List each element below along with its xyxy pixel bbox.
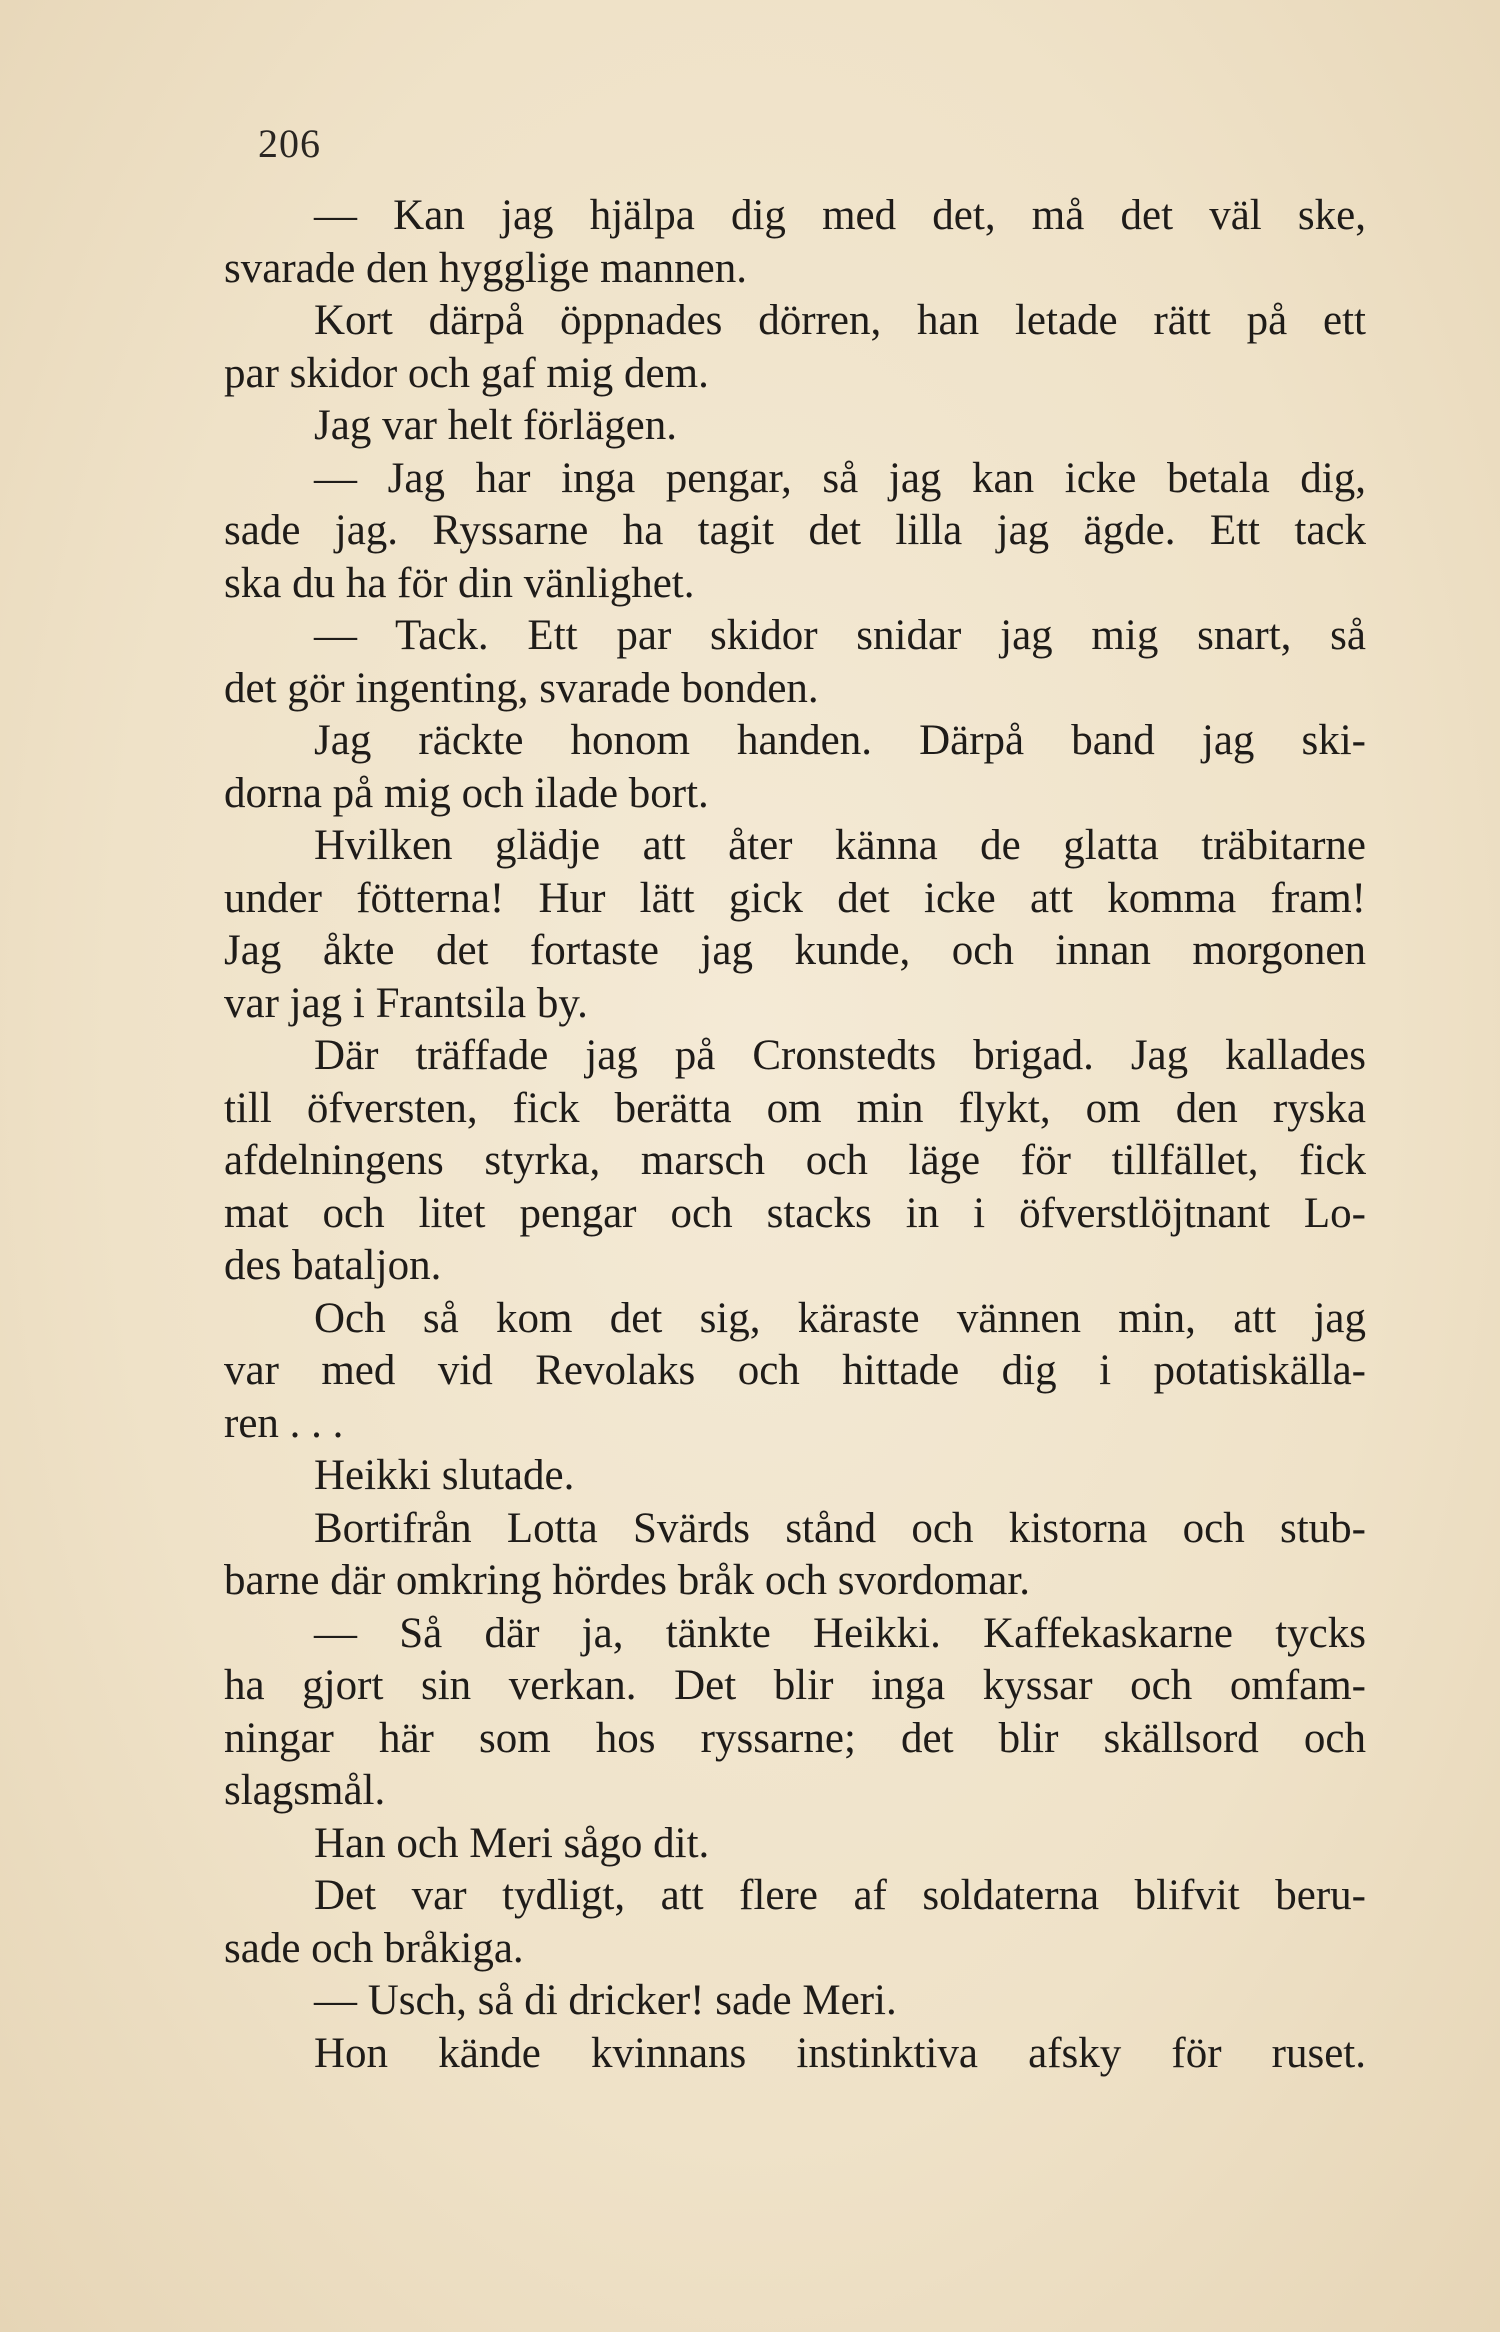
text-line: Heikki slutade. [314, 1452, 575, 1499]
text-line: dorna på mig och ilade bort. [224, 769, 709, 817]
text-line: par skidor och gaf mig dem. [224, 349, 709, 397]
text-line: Bortifrån Lotta Svärds stånd och kistorna och stub- [314, 1504, 1366, 1552]
text-line: ren . . . [224, 1399, 344, 1447]
text-line: Hvilken glädje att åter känna de glatta träbitarne [314, 822, 1366, 869]
body-text [224, 190, 1366, 2080]
text-line: barne där omkring hördes bråk och svordomar. [224, 1557, 1031, 1604]
text-line: Jag räckte honom handen. Därpå band jag ski- [314, 717, 1366, 764]
text-line: sade och bråkiga. [224, 1924, 524, 1972]
text-line: ska du ha för din vänlighet. [224, 559, 695, 607]
text-line: Jag var helt förlägen. [314, 402, 677, 449]
text-line: — Kan jag hjälpa dig med det, må det väl ske, [314, 192, 1366, 239]
page-number: 206 [258, 121, 321, 166]
text-line: Hon kände kvinnans instinktiva afsky för ruset. [314, 2029, 1366, 2077]
text-line: des bataljon. [224, 1242, 442, 1289]
text-line: Jag åkte det fortaste jag kunde, och innan morgonen [224, 927, 1366, 974]
text-line: till öfversten, fick berätta om min flykt, om den ryska [224, 1084, 1366, 1132]
text-line: var med vid Revolaks och hittade dig i potatiskälla- [224, 1347, 1366, 1394]
text-line: — Så där ja, tänkte Heikki. Kaffekaskarne tycks [314, 1609, 1366, 1657]
text-line: svarade den hygglige mannen. [224, 244, 747, 292]
text-line: under fötterna! Hur lätt gick det icke att komma fram! [224, 874, 1366, 922]
text-line: — Jag har inga pengar, så jag kan icke betala dig, [314, 454, 1366, 502]
text-line: Han och Meri sågo dit. [314, 1819, 710, 1867]
text-line: ha gjort sin verkan. Det blir inga kyssar och omfam- [224, 1662, 1366, 1709]
text-line: mat och litet pengar och stacks in i öfverstlöjtnant Lo- [224, 1189, 1366, 1237]
text-line: var jag i Frantsila by. [224, 979, 588, 1027]
text-line: Där träffade jag på Cronstedts brigad. Jag kallades [314, 1032, 1366, 1079]
text-line: Det var tydligt, att flere af soldaterna blifvit beru- [314, 1872, 1366, 1919]
text-line: Kort därpå öppnades dörren, han letade rätt på ett [314, 297, 1366, 344]
text-line: sade jag. Ryssarne ha tagit det lilla jag ägde. Ett tack [224, 507, 1366, 554]
text-line: — Tack. Ett par skidor snidar jag mig snart, så [314, 612, 1366, 659]
text-line: Och så kom det sig, käraste vännen min, att jag [314, 1294, 1366, 1342]
text-line: afdelningens styrka, marsch och läge för tillfället, fick [224, 1137, 1366, 1184]
text-line: det gör ingenting, svarade bonden. [224, 664, 819, 712]
text-line: ningar här som hos ryssarne; det blir skällsord och [224, 1714, 1366, 1762]
text-line: slagsmål. [224, 1767, 386, 1814]
text-line: — Usch, så di dricker! sade Meri. [314, 1977, 897, 2024]
